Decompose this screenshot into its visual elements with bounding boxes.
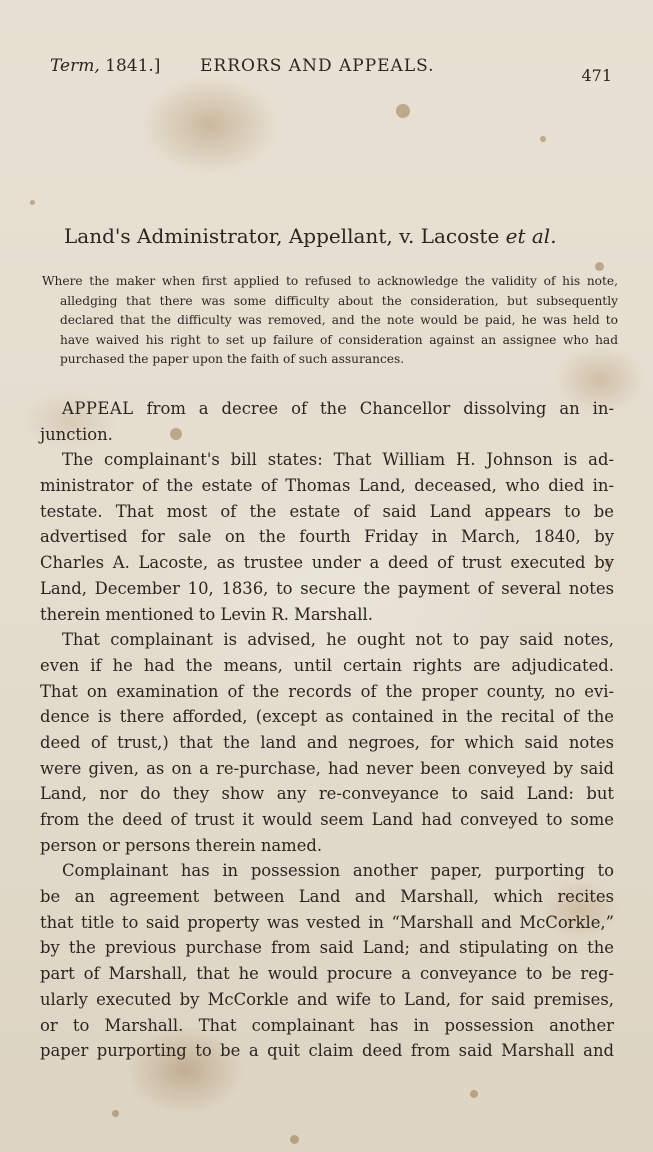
case-title-main: Land's Administrator, Appellant, v. Lacoste: [64, 224, 500, 248]
body-line: ularly executed by McCorkle and wife to Land, for said premises,: [40, 989, 614, 1009]
body-line: junction.: [40, 424, 113, 444]
body-line: were given, as on a re-purchase, had never been conveyed by said: [40, 758, 614, 778]
foxing-spot: [470, 1090, 478, 1098]
body-line-text: from a decree of the Chancellor dissolving an in-: [146, 399, 614, 418]
body-line: therein mentioned to Levin R. Marshall.: [40, 604, 373, 624]
term-label: [50, 56, 160, 76]
body-line: [40, 396, 614, 422]
body-line: even if he had the means, until certain rights are adjudicated.: [40, 655, 614, 675]
body-line: testate. That most of the estate of said Land appears to be: [40, 501, 614, 521]
body-line: person or persons therein named.: [40, 835, 323, 855]
running-title: ERRORS AND APPEALS.: [200, 56, 435, 76]
opinion-body: [40, 396, 614, 1064]
case-title: [64, 224, 557, 248]
headnote-line: purchased the paper upon the faith of such assurances.: [60, 352, 405, 366]
term-word: Term,: [50, 56, 100, 76]
body-line: from the deed of trust it would seem Land had conveyed to some: [40, 810, 614, 829]
term-year: 1841.]: [105, 56, 161, 76]
running-header: [50, 56, 620, 86]
body-line: part of Marshall, that he would procure a conveyance to be reg-: [40, 964, 614, 984]
foxing-spot: [112, 1110, 119, 1117]
body-line: That on examination of the records of the proper county, no evi-: [40, 681, 614, 701]
appeal-word: APPEAL: [62, 399, 134, 418]
body-line: or to Marshall. That complainant has in possession another: [40, 1015, 614, 1035]
body-line: be an agreement between Land and Marshall, which recites: [40, 887, 614, 907]
body-line: by the previous purchase from said Land; and stipulating on the: [40, 938, 614, 958]
body-line: ministrator of the estate of Thomas Land, deceased, who died in-: [40, 476, 614, 496]
body-line: deed of trust,) that the land and negroes, for which said notes: [40, 732, 614, 752]
foxing-spot: [30, 200, 35, 205]
headnote-line: Where the maker when first applied to refused to acknowledge the validity of his note,: [42, 274, 618, 288]
headnote-line: have waived his right to set up failure of consideration against an assignee who had: [60, 332, 618, 347]
body-line: Charles A. Lacoste, as trustee under a deed of trust executed by: [40, 553, 614, 573]
body-line: That complainant is advised, he ought not to pay said notes,: [62, 630, 614, 650]
headnote-line: alledging that there was some difficulty about the consideration, but subsequently: [60, 293, 618, 308]
body-line: Complainant has in possession another paper, purporting to: [62, 861, 614, 881]
body-line: The complainant's bill states: That William H. Johnson is ad-: [62, 450, 614, 470]
foxing-spot: [540, 136, 546, 142]
body-line: dence is there afforded, (except as contained in the recital of the: [40, 707, 614, 727]
body-line: that title to said property was vested in “Marshall and McCorkle,”: [40, 912, 614, 932]
body-line: Land, nor do they show any re-conveyance to said Land: but: [40, 784, 614, 804]
foxing-spot: [595, 262, 604, 271]
headnote-line: declared that the difficulty was removed, and the note would be paid, he was held to: [60, 313, 618, 327]
body-line: paper purporting to be a quit claim deed from said Marshall and: [40, 1041, 614, 1061]
case-title-etal: et al.: [505, 224, 557, 248]
foxing-spot: [290, 1135, 299, 1144]
foxing-spot: [396, 104, 410, 118]
page-number: 471: [581, 66, 612, 85]
body-line: Land, December 10, 1836, to secure the payment of several notes: [40, 578, 614, 598]
body-line: advertised for sale on the fourth Friday in March, 1840, by: [40, 527, 614, 547]
headnote: [42, 272, 618, 370]
